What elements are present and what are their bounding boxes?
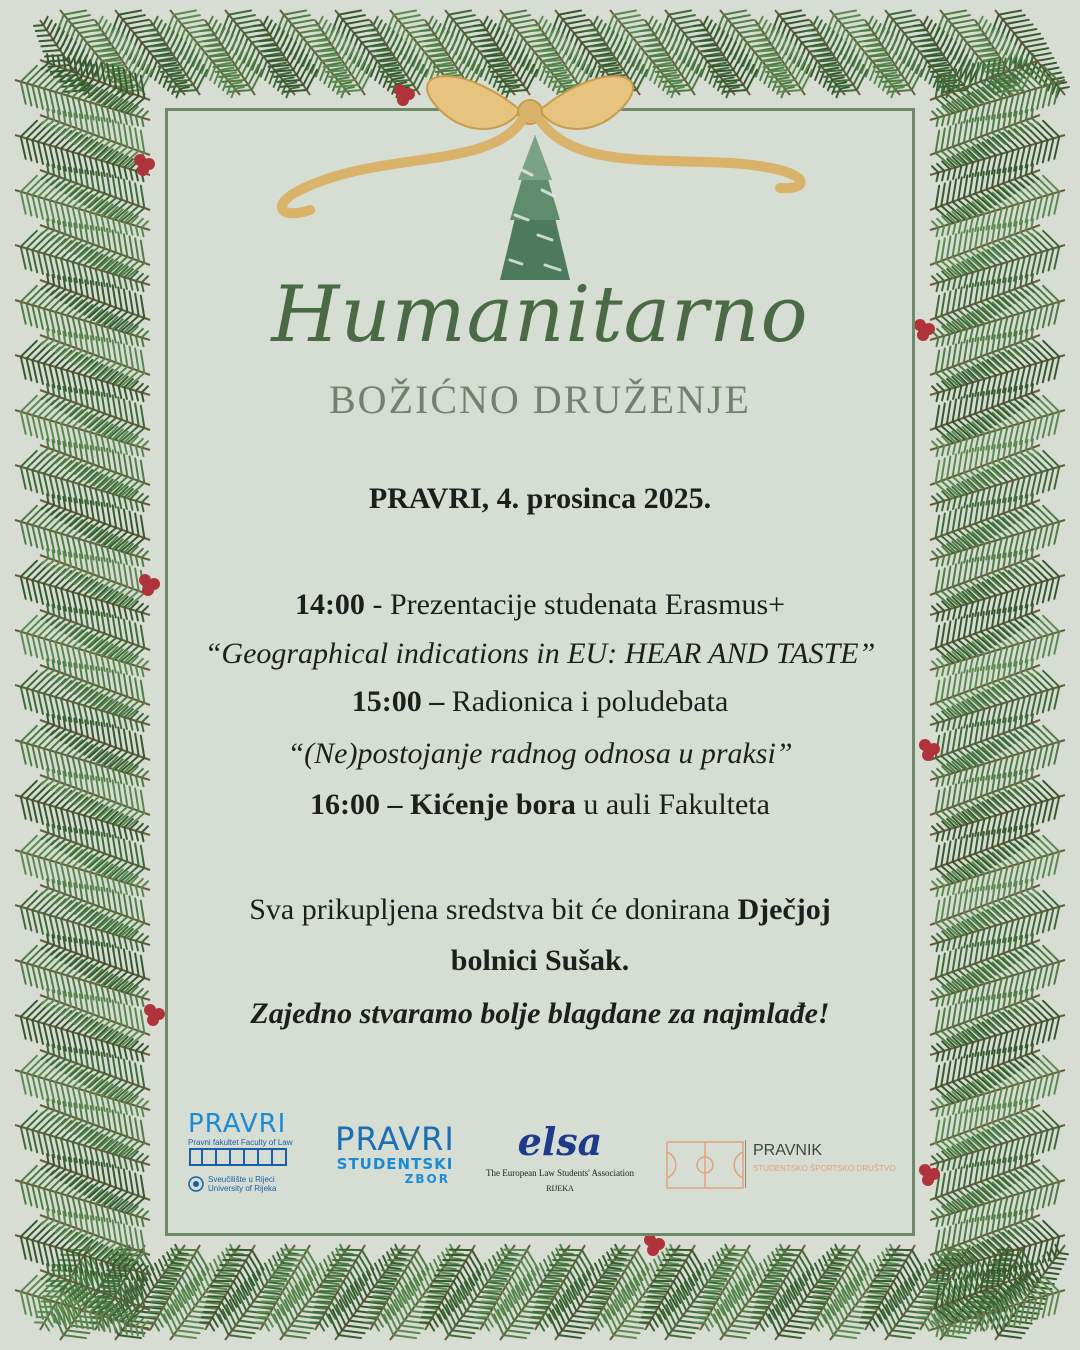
ribbon-and-tree-decoration: [260, 50, 820, 300]
program-time: 15:00: [351, 685, 422, 718]
ribbon-bow-icon: [427, 76, 520, 129]
sponsor-logos: [180, 1110, 900, 1210]
pravri-studentski-zbor-logo: PRAVRI STUDENTSKI ZBOR: [335, 1120, 455, 1186]
program-text: u auli Fakulteta: [575, 788, 770, 821]
donation-line-1: Sva prikupljena sredstva bit će donirana Dječjoj: [249, 893, 831, 926]
program-item-1600: 16:00 – Kićenje bora u auli Fakulteta: [310, 788, 770, 821]
university-seal-icon: [188, 1176, 204, 1192]
program-time: 16:00: [310, 788, 381, 821]
program-highlight: Kićenje bora: [410, 788, 576, 821]
program-item-1500: 15:00 – Radionica i poludebata: [351, 685, 729, 718]
program-time: 14:00: [294, 588, 365, 621]
ribbon-bow-right-icon: [540, 76, 633, 129]
christmas-tree-icon: [500, 135, 570, 280]
faculty-building-icon: [188, 1147, 288, 1167]
event-date-line: PRAVRI, 4. prosinca 2025.: [368, 482, 712, 515]
pravnik-logo: PRAVNIK STUDENTSKO ŠPORTSKO DRUŠTVO: [665, 1110, 900, 1210]
elsa-logo: elsa The European Law Students' Association RIJEKA: [485, 1119, 635, 1193]
program-quote-1: “Geographical indications in EU: HEAR AND TASTE”: [204, 637, 876, 670]
pravri-faculty-logo: PRAVRI Pravni fakultet Faculty of Law Sveučilište u Rijeci University of Rijeka: [188, 1109, 293, 1193]
title-subtitle: BOŽIĆNO DRUŽENJE: [329, 377, 751, 422]
program-item-1400: 14:00 - Prezentacije studenata Erasmus+: [294, 588, 786, 621]
program-quote-2: “(Ne)postojanje radnog odnosa u praksi”: [287, 737, 793, 770]
title-script: Humanitarno: [271, 270, 809, 360]
donation-line-2: bolnici Sušak.: [450, 944, 630, 977]
donation-tagline: Zajedno stvaramo bolje blagdane za najmlađe!: [250, 997, 830, 1030]
program-text: Radionica i poludebata: [451, 685, 729, 718]
basketball-court-icon: [665, 1140, 745, 1190]
program-text: Prezentacije studenata Erasmus+: [389, 588, 786, 621]
